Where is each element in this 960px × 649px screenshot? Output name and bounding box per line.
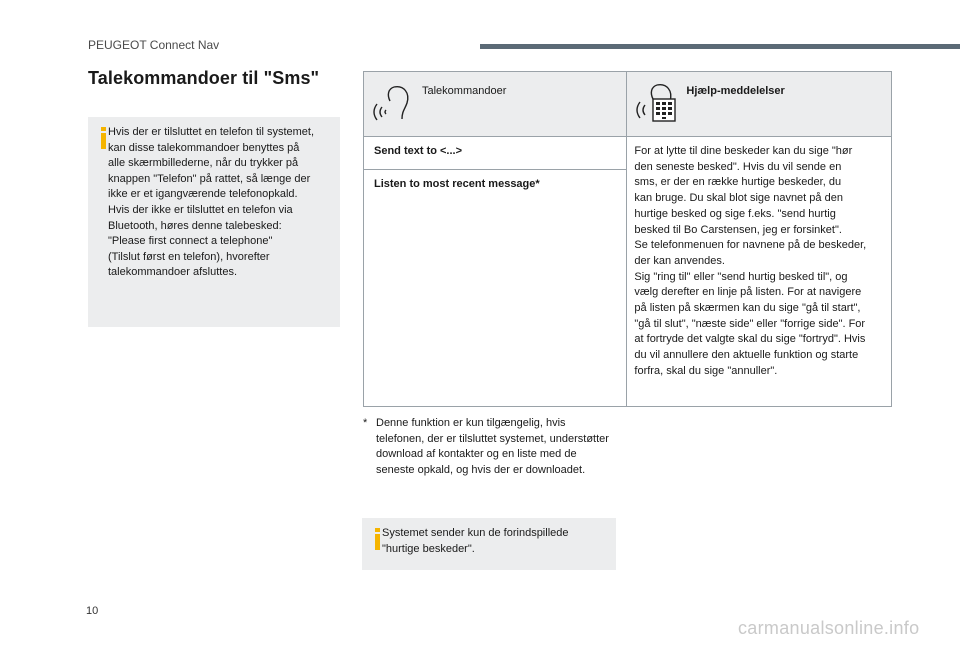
info-box-quick-messages	[362, 518, 616, 570]
footnote-text: Denne funktion er kun tilgængelig, hvis telefonen, der er tilsluttet systemet, understøtter download af kontakter og en liste med de seneste opkald, og hvis der er downloadet.	[376, 417, 609, 476]
table-header-help-label: Hjælp-meddelelser	[686, 85, 785, 97]
info-icon	[97, 127, 111, 147]
info-box-text: Hvis der er tilsluttet en telefon til systemet, kan disse talekommandoer benyttes på alle skærmbillederne, når du trykker på knappen "Telefon" på rattet, så længe der ikke er et igangværende telefonopkald. Hvis der ikke er tilsluttet en telefon via Bluetooth, høres denne talebesked: "Please first connect a telephone" (Tilslut først en telefon), hvorefter talekommandoer afsluttes.	[108, 126, 315, 279]
table-header-commands-label: Talekommandoer	[422, 85, 507, 97]
footnote	[363, 416, 613, 478]
info-box-text: Systemet sender kun de forindspillede "hurtige beskeder".	[382, 527, 569, 555]
voice-command-table	[363, 71, 892, 407]
watermark: carmanualsonline.info	[738, 618, 920, 638]
voice-command-icon	[372, 81, 412, 123]
manual-header-title: PEUGEOT Connect Nav	[88, 38, 220, 52]
page-number: 10	[86, 605, 99, 617]
header-accent-bar	[480, 44, 960, 49]
page-title: Talekommandoer til "Sms"	[88, 68, 320, 88]
help-description: For at lytte til dine beskeder kan du sige "hør den seneste besked". Hvis du vil sende en sms, er der en række hurtige beskeder, du kan bruge. Du skal blot sige navnet på den hurtige besked og sige f.eks. "send hurtig besked til Bo Carstensen, jeg er forsinket". Se telefonmenuen for navnene på de beskeder, der kan anvendes. Sig "ring til" eller "send hurtig besked til", og vælg derefter en linje på listen. For at navigere på listen på skærmen kan du sige "gå til start", "gå til slut", "næste side" eller "forrige side". For at fortryde det valgte skal du sige "fortryd". Hvis du vil annullere den aktuelle funktion og starte forfra, skal du sige "annuller".	[627, 137, 892, 407]
table-header-commands	[364, 72, 627, 137]
table-header-help	[627, 72, 892, 137]
info-icon	[371, 528, 385, 548]
command-listen-recent: Listen to most recent message*	[364, 170, 627, 407]
command-send-text: Send text to <...>	[364, 137, 627, 170]
info-box-phone	[88, 117, 340, 327]
help-message-icon	[635, 81, 679, 125]
footnote-marker: *	[363, 417, 368, 429]
